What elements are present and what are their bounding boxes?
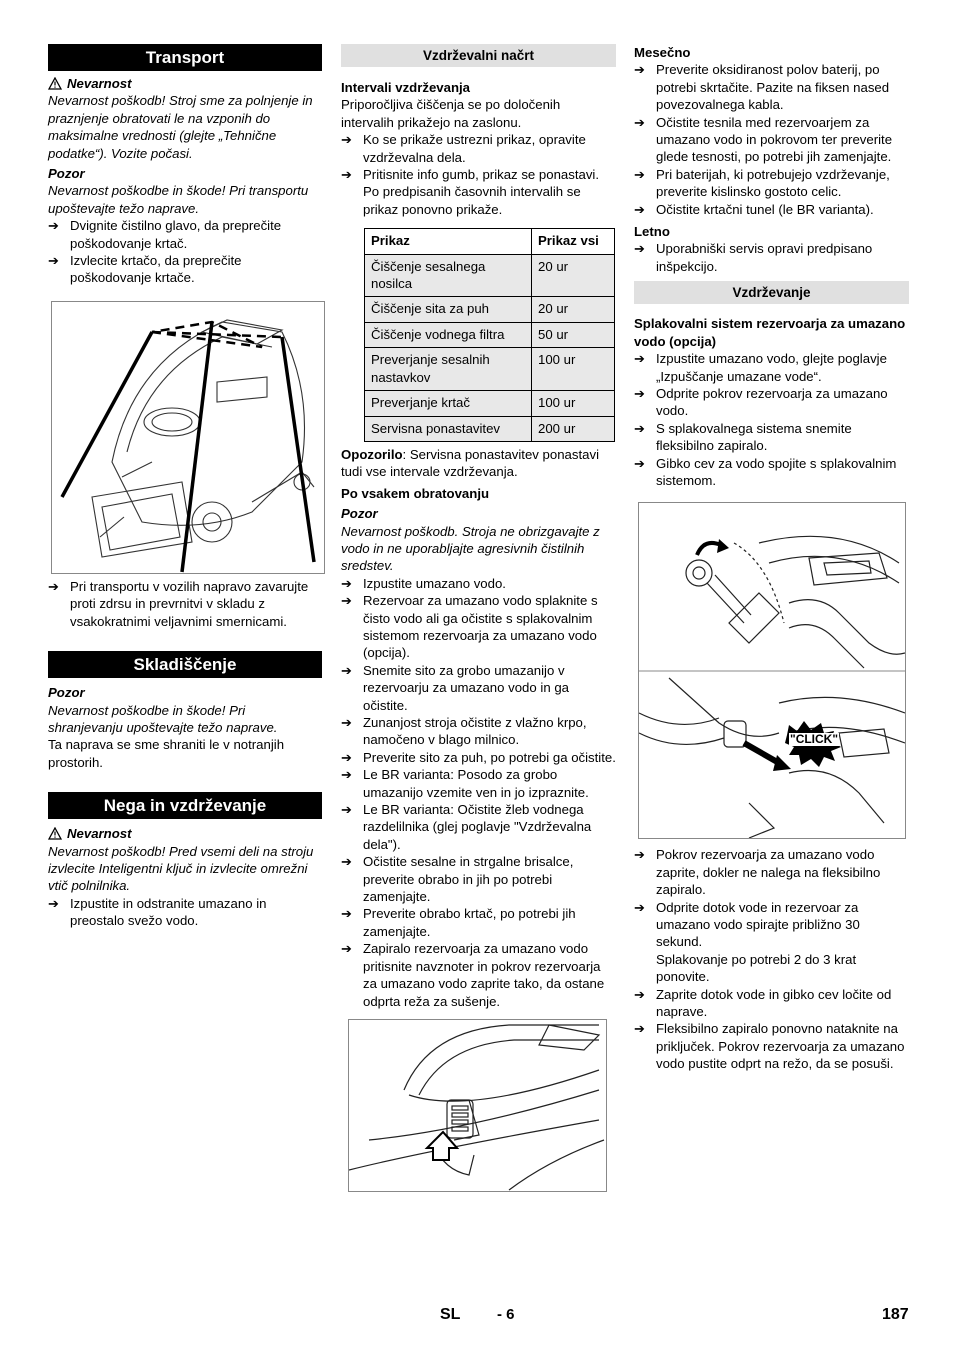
table-cell: 100 ur bbox=[532, 348, 615, 391]
arrow-icon: ➔ bbox=[341, 906, 352, 922]
tank-lid-illustration bbox=[348, 1019, 607, 1192]
bullet-list bbox=[48, 217, 322, 287]
bullet-list bbox=[634, 61, 909, 218]
list-item: ➔ Uporabniški servis opravi predpisano inšpekcijo. bbox=[634, 241, 873, 274]
storage-heading: Skladiščenje bbox=[48, 651, 322, 678]
list-item: ➔ Zaprite dotok vode in gibko cev ločite od naprave. bbox=[634, 986, 892, 1019]
maintenance-heading: Vzdrževanje bbox=[634, 281, 909, 304]
bullet-list bbox=[48, 895, 322, 930]
arrow-icon: ➔ bbox=[341, 749, 352, 765]
list-item: ➔ Pri baterijah, ki potrebujejo vzdrževanje, preverite kislinsko gostoto celic. bbox=[634, 166, 890, 200]
arrow-icon: ➔ bbox=[48, 253, 59, 269]
arrow-icon: ➔ bbox=[341, 593, 352, 609]
arrow-icon: ➔ bbox=[341, 941, 352, 957]
intervals-heading: Intervali vzdrževanja bbox=[341, 80, 471, 95]
list-item: ➔ Le BR varianta: Posodo za grobo umazanijo vzemite ven in jo izpraznite. bbox=[341, 767, 589, 800]
flush-system-heading: Splakovalni sistem rezervoarja za umazano vodo (opcija) bbox=[634, 316, 906, 349]
list-item: ➔ Preverite sito za puh, po potrebi ga očistite. bbox=[341, 749, 616, 765]
list-item: ➔ Izpustite umazano vodo, glejte poglavje „Izpuščanje umazane vode“. bbox=[634, 351, 887, 384]
arrow-icon: ➔ bbox=[341, 662, 352, 678]
table-cell: 200 ur bbox=[532, 416, 615, 441]
list-item: ➔ Izpustite in odstranite umazano in preostalo svežo vodo. bbox=[48, 895, 267, 929]
yearly-heading: Letno bbox=[634, 224, 670, 240]
arrow-icon: ➔ bbox=[634, 351, 645, 367]
danger-label: Nevarnost bbox=[48, 825, 322, 842]
danger-label: Nevarnost bbox=[48, 75, 322, 92]
bullet-list bbox=[634, 350, 909, 489]
table-cell: Čiščenje sita za puh bbox=[365, 297, 532, 322]
maintenance-plan-heading: Vzdrževalni načrt bbox=[341, 44, 616, 67]
table-row bbox=[365, 322, 615, 347]
arrow-icon: ➔ bbox=[341, 167, 352, 183]
transport-illustration bbox=[51, 301, 325, 574]
arrow-icon: ➔ bbox=[634, 201, 645, 217]
caution-label: Pozor bbox=[48, 685, 85, 701]
arrow-icon: ➔ bbox=[341, 802, 352, 818]
table-cell: Čiščenje sesalnega nosilca bbox=[365, 254, 532, 297]
table-cell: 100 ur bbox=[532, 391, 615, 416]
table-cell: Preverjanje sesalnih nastavkov bbox=[365, 348, 532, 391]
machine-tiedown-image bbox=[52, 302, 324, 573]
table-row bbox=[365, 254, 615, 297]
bullet-list bbox=[48, 578, 322, 630]
bullet-list bbox=[341, 131, 616, 218]
arrow-icon: ➔ bbox=[634, 1021, 645, 1037]
table-header-row bbox=[365, 229, 615, 254]
list-item: ➔ Očistite krtačni tunel (le BR varianta). bbox=[634, 201, 874, 217]
arrow-icon: ➔ bbox=[634, 847, 645, 863]
caution-text: Nevarnost poškodbe in škode! Pri transportu upoštevajte težo naprave. bbox=[48, 183, 309, 216]
storage-text: Ta naprava se sme shraniti le v notranjih prostorih. bbox=[48, 737, 285, 770]
table-row bbox=[365, 348, 615, 391]
care-heading: Nega in vzdrževanje bbox=[48, 792, 322, 819]
list-item: ➔ S splakovalnega sistema snemite fleksibilno zapiralo. bbox=[634, 420, 852, 454]
monthly-heading: Mesečno bbox=[634, 45, 691, 60]
table-row bbox=[365, 297, 615, 322]
table-row bbox=[365, 391, 615, 416]
danger-text: Nevarnost poškodb! Pred vsemi deli na stroju izvlecite Inteligentni ključ in izvlecite omrežni vtič polnilnika. bbox=[48, 843, 314, 894]
list-item: ➔ Zunanjost stroja očistite z vlažno krpo, namočeno v blago milnico. bbox=[341, 715, 587, 748]
arrow-icon: ➔ bbox=[634, 62, 645, 78]
list-item: ➔ Pritisnite info gumb, prikaz se ponastavi. Po predpisanih časovnih intervalih se prikaz ponovno prikaže. bbox=[341, 167, 600, 217]
warning-triangle-icon bbox=[48, 827, 62, 840]
column-left bbox=[48, 44, 322, 930]
after-operation-heading: Po vsakem obratovanju bbox=[341, 485, 490, 501]
table-header-cell: Prikaz vsi bbox=[532, 229, 615, 254]
table-cell: Čiščenje vodnega filtra bbox=[365, 322, 532, 347]
flush-hose-image bbox=[639, 503, 905, 838]
arrow-icon: ➔ bbox=[341, 575, 352, 591]
arrow-icon: ➔ bbox=[341, 854, 352, 870]
list-item: ➔ Izvlecite krtačo, da preprečite poškodovanje krtače. bbox=[48, 253, 242, 286]
column-middle bbox=[341, 44, 616, 1192]
column-right bbox=[634, 44, 909, 1073]
list-item: ➔ Le BR varianta: Očistite žleb vodnega razdelilnika (glej poglavje "Vzdrževalna dela"). bbox=[341, 802, 592, 852]
arrow-icon: ➔ bbox=[634, 241, 645, 257]
transport-heading: Transport bbox=[48, 44, 322, 71]
caution-label: Pozor bbox=[48, 166, 85, 182]
arrow-icon: ➔ bbox=[48, 218, 59, 234]
tank-lid-latch-image bbox=[349, 1020, 606, 1191]
list-item: ➔ Dvignite čistilno glavo, da preprečite poškodovanje krtač. bbox=[48, 218, 282, 251]
arrow-icon: ➔ bbox=[634, 166, 645, 182]
click-label: "CLICK" bbox=[790, 732, 839, 747]
arrow-icon: ➔ bbox=[48, 578, 59, 594]
list-item: ➔ Odprite pokrov rezervoarja za umazano vodo. bbox=[634, 385, 888, 419]
table-cell: Servisna ponastavitev bbox=[365, 416, 532, 441]
list-item: ➔ Odprite dotok vode in rezervoar za umazano vodo spirajte približno 30 sekund. bbox=[634, 899, 860, 950]
table-header-cell: Prikaz bbox=[365, 229, 532, 254]
list-item: ➔ Pokrov rezervoarja za umazano vodo zaprite, dokler ne nalega na fleksibilno zapiralo. bbox=[634, 847, 881, 898]
flush-system-illustration bbox=[638, 502, 906, 839]
note-paragraph: Opozorilo: Servisna ponastavitev ponastavi tudi vse intervale vzdrževanja. bbox=[341, 446, 600, 480]
table-cell: 20 ur bbox=[532, 254, 615, 297]
arrow-icon: ➔ bbox=[634, 385, 645, 401]
list-item: ➔ Ko se prikaže ustrezni prikaz, opravite vzdrževalna dela. bbox=[341, 132, 586, 165]
list-item: ➔ Očistite tesnila med rezervoarjem za umazano vodo in pokrovom ter preverite glede tesnosti, po potrebi jih zamenjajte. bbox=[634, 114, 893, 165]
table-cell: 20 ur bbox=[532, 297, 615, 322]
arrow-icon: ➔ bbox=[634, 899, 645, 915]
bullet-list bbox=[634, 846, 909, 950]
arrow-icon: ➔ bbox=[341, 132, 352, 148]
arrow-icon: ➔ bbox=[341, 767, 352, 783]
caution-text: Nevarnost poškodb. Stroja ne obrizgavajte z vodo in ne uporabljajte agresivnih čistilnih sredstev. bbox=[341, 523, 600, 574]
list-item: ➔ Snemite sito za grobo umazanijo v rezervoarju za umazano vodo in ga očistite. bbox=[341, 662, 569, 713]
danger-text: Nevarnost poškodb! Stroj sme za polnjenje in praznjenje obratovati le na vzponih do maksimalne vrednosti (glejte „Tehnične podatke“). Vozite počasi. bbox=[48, 93, 313, 161]
caution-label: Pozor bbox=[341, 506, 378, 522]
list-item: ➔ Fleksibilno zapiralo ponovno nataknite na priključek. Pokrov rezervoarja za umazano vodo pustite odprt na režo, da se posuši. bbox=[634, 1021, 905, 1072]
warning-triangle-icon bbox=[48, 77, 62, 90]
list-item: ➔ Zapiralo rezervoarja za umazano vodo pritisnite navznoter in pokrov rezervoarja za umazano vodo zaprite tako, da ostane odprta reža za sušenje. bbox=[341, 941, 605, 1009]
list-item: ➔ Preverite obrabo krtač, po potrebi jih zamenjajte. bbox=[341, 906, 576, 939]
intervals-text: Priporočljiva čiščenja se po določenih intervalih prikažejo na zaslonu. bbox=[341, 97, 561, 130]
list-item: ➔ Pri transportu v vozilih napravo zavarujte proti zdrsu in prevrnitvi v skladu z vsakokratnimi veljavnimi smernicami. bbox=[48, 578, 309, 629]
bullet-list bbox=[634, 986, 909, 1073]
table-cell: 50 ur bbox=[532, 322, 615, 347]
arrow-icon: ➔ bbox=[634, 455, 645, 471]
arrow-icon: ➔ bbox=[634, 420, 645, 436]
list-item: ➔ Rezervoar za umazano vodo splaknite s čisto vodo ali ga očistite s splakovalnim sistemom rezervoarja za umazano vodo (opcija). bbox=[341, 593, 598, 661]
arrow-icon: ➔ bbox=[48, 895, 59, 911]
table-cell: Preverjanje krtač bbox=[365, 391, 532, 416]
bullet-list bbox=[634, 240, 909, 275]
footer-page-number: 187 bbox=[882, 1306, 909, 1323]
list-item: ➔ Izpustite umazano vodo. bbox=[341, 575, 506, 591]
list-item: ➔ Gibko cev za vodo spojite s splakovalnim sistemom. bbox=[634, 455, 897, 488]
footer-language: SL bbox=[440, 1306, 461, 1323]
arrow-icon: ➔ bbox=[634, 114, 645, 130]
table-row bbox=[365, 416, 615, 441]
list-item: ➔ Preverite oksidiranost polov baterij, po potrebi skrtačite. Pazite na fiksen nased povezovalnega kabla. bbox=[634, 62, 890, 113]
bullet-list bbox=[341, 575, 616, 1010]
footer-local-page: - 6 bbox=[497, 1306, 515, 1323]
caution-text: Nevarnost poškodbe in škode! Pri shranjevanju upoštevajte težo naprave. bbox=[48, 702, 278, 735]
flush-note: Splakovanje po potrebi 2 do 3 krat ponovite. bbox=[656, 951, 857, 985]
maintenance-table bbox=[364, 228, 615, 442]
arrow-icon: ➔ bbox=[341, 715, 352, 730]
list-item: ➔ Očistite sesalne in strgalne brisalce, preverite obrabo in jih po potrebi zamenjajte. bbox=[341, 854, 574, 905]
arrow-icon: ➔ bbox=[634, 986, 645, 1002]
